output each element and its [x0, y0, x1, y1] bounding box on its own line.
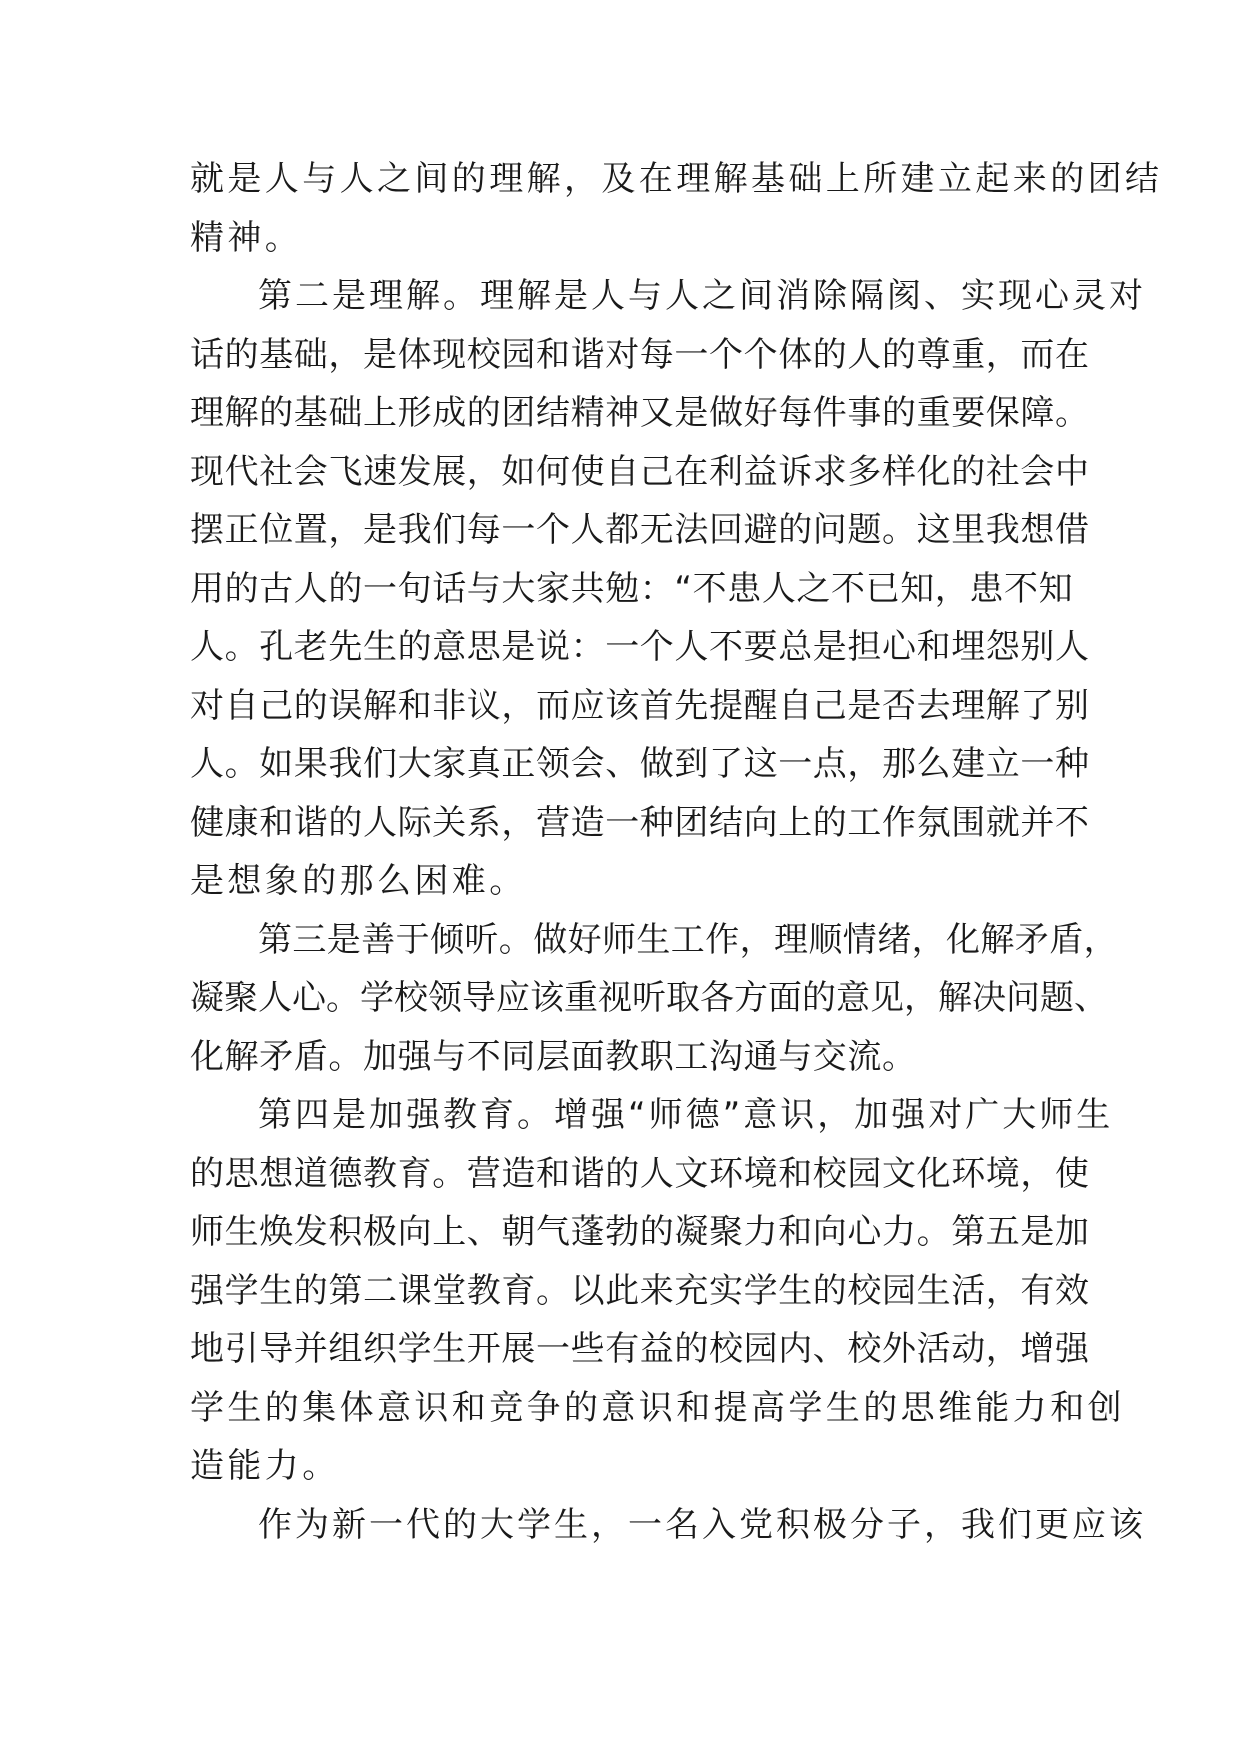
text-line: 化解矛盾。加强与不同层面教职工沟通与交流。: [190, 1036, 917, 1077]
text-line: 人。孔老先生的意思是说：一个人不要总是担心和埋怨别人: [190, 627, 1090, 667]
text-line: 现代社会飞速发展，如何使自己在利益诉求多样化的社会中: [190, 451, 1090, 492]
text-line: 用的古人的一句话与大家共勉：“不患人之不已知，患不知: [190, 568, 1074, 609]
text-line: 第二是理解。理解是人与人之间消除隔阂、实现心灵对: [258, 276, 1146, 316]
text-line: 造能力。: [190, 1446, 340, 1486]
text-line: 师生焕发积极向上、朝气蓬勃的凝聚力和向心力。第五是加: [190, 1212, 1090, 1252]
text-line: 地引导并组织学生开展一些有益的校园内、校外活动，增强: [190, 1329, 1090, 1369]
text-line: 话的基础，是体现校园和谐对每一个个体的人的尊重，而在: [190, 334, 1090, 375]
text-line: 摆正位置，是我们每一个人都无法回避的问题。这里我想借: [190, 510, 1090, 550]
text-line: 第四是加强教育。增强“师德”意识，加强对广大师生: [258, 1095, 1114, 1135]
text-line: 凝聚人心。学校领导应该重视听取各方面的意见，解决问题、: [190, 978, 1108, 1018]
text-line: 是想象的那么困难。: [190, 861, 527, 901]
text-line: 理解的基础上形成的团结精神又是做好每件事的重要保障。: [190, 393, 1090, 433]
text-line: 作为新一代的大学生，一名入党积极分子，我们更应该: [258, 1504, 1146, 1545]
text-line: 学生的集体意识和竞争的意识和提高学生的思维能力和创: [190, 1387, 1125, 1428]
text-line: 的思想道德教育。营造和谐的人文环境和校园文化环境，使: [190, 1153, 1090, 1194]
text-line: 第三是善于倾听。做好师生工作，理顺情绪，化解矛盾，: [258, 919, 1118, 960]
text-line: 强学生的第二课堂教育。以此来充实学生的校园生活，有效: [190, 1270, 1090, 1311]
text-line: 人。如果我们大家真正领会、做到了这一点，那么建立一种: [190, 744, 1090, 784]
document-body: [190, 150, 1163, 1554]
text-line: 对自己的误解和非议，而应该首先提醒自己是否去理解了别: [190, 685, 1090, 726]
text-line: 精神。: [190, 217, 303, 258]
text-line: 就是人与人之间的理解，及在理解基础上所建立起来的团结: [190, 159, 1163, 199]
text-line: 健康和谐的人际关系，营造一种团结向上的工作氛围就并不: [190, 802, 1090, 843]
